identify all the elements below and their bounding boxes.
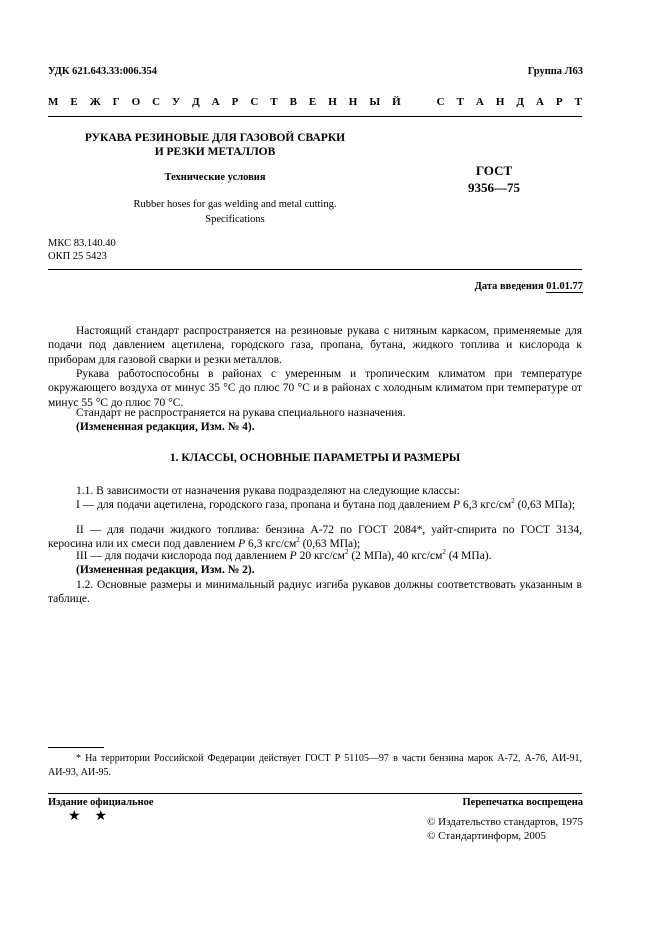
superscript: 2 — [344, 548, 349, 557]
class-3-pressure: 20 кгс/см — [296, 550, 345, 562]
superscript: 2 — [296, 536, 300, 545]
banner-letter: Е — [308, 96, 317, 108]
intro-paragraph-2: Рукава работоспособны в районах с умеренным и тропическим климатом при температуре окружающего воздуха от минус 35 °С до плюс 70 °С и в районах с холодным климатом при температуре от минус 55 °С до плюс 70 °С. — [48, 368, 582, 409]
date-value: 01.01.77 — [546, 281, 583, 292]
class-2 — [48, 523, 582, 552]
reprint-notice: Перепечатка воспрещена — [462, 797, 583, 808]
pressure-symbol: Р — [238, 538, 246, 551]
english-title — [60, 198, 410, 227]
banner-letter: Д — [516, 96, 524, 108]
gost-number — [468, 162, 520, 196]
introduction-date — [475, 281, 583, 292]
banner-letter: Т — [456, 96, 464, 108]
classification-codes — [48, 237, 116, 263]
document-title — [60, 131, 370, 159]
footnote-rule — [48, 747, 104, 748]
footnote: * На территории Российской Федерации действует ГОСТ Р 51105—97 в части бензина марок А-72, А-76, АИ-91, АИ-93, АИ-95. — [48, 753, 582, 778]
amendment-note-2: (Измененная редакция, Изм. № 2). — [76, 564, 255, 576]
intro-paragraph-1: Настоящий стандарт распространяется на резиновые рукава с нитяным каркасом, применяемые для подачи под давлением ацетилена, городского газа, пропана, бутана, жидкого топлива и кислорода к приборам для газовой сварки и резки металлов. — [48, 325, 582, 366]
class-1-text: I — для подачи ацетилена, городского газа, пропана и бутана под давлением — [76, 499, 454, 511]
superscript: 2 — [511, 497, 515, 506]
document-subtitle: Технические условия — [164, 172, 266, 183]
banner-letter: Й — [392, 96, 401, 108]
banner-letter: Д — [192, 96, 200, 108]
class-3-text: III — для подачи кислорода под давлением — [76, 550, 290, 562]
banner-letter: Г — [112, 96, 120, 108]
title-line-2: И РЕЗКИ МЕТАЛЛОВ — [154, 146, 276, 158]
banner-letter: Н — [328, 96, 337, 108]
pressure-symbol: Р — [453, 499, 461, 511]
banner-letter: Н — [495, 96, 505, 108]
date-label: Дата введения — [474, 281, 547, 292]
english-title-line-1: Rubber hoses for gas welding and metal cutting. — [133, 199, 337, 210]
class-2-mpa: (0,63 МПа); — [299, 538, 361, 551]
pressure-symbol: Р — [289, 550, 297, 562]
banner-letter: Е — [70, 96, 78, 108]
gost-label: ГОСТ — [475, 163, 513, 178]
udk-code: УДК 621.643.33:006.354 — [48, 66, 157, 77]
class-3-mpa-2: (4 МПа). — [445, 550, 492, 562]
banner-letter: Ы — [369, 96, 381, 108]
class-2-pressure: 6,3 кгс/см — [245, 538, 297, 551]
okp-code: ОКП 25 5423 — [48, 251, 107, 262]
copyright — [427, 815, 583, 843]
header-rule-2 — [48, 269, 582, 270]
banner-letter: М — [48, 96, 59, 108]
banner-letter: О — [131, 96, 141, 108]
group-code: Группа Л63 — [527, 66, 583, 77]
mks-code: МКС 83.140.40 — [48, 238, 116, 249]
class-2-text: II — для подачи жидкого топлива: бензина А-72 по ГОСТ 2084*, уайт-спирита по ГОСТ 3134, керосина или их смеси под давлением — [48, 524, 582, 551]
superscript: 2 — [442, 548, 446, 557]
copyright-line-1: © Издательство стандартов, 1975 — [427, 816, 583, 828]
copyright-line-2: © Стандартинформ, 2005 — [427, 830, 546, 842]
banner-letter: Р — [555, 96, 563, 108]
intro-paragraph-3: Стандарт не распространяется на рукава специального назначения. — [76, 407, 406, 419]
english-title-line-2: Specifications — [205, 213, 265, 225]
class-3 — [48, 549, 582, 563]
stars-icon: ★★ — [68, 809, 122, 824]
banner-letter: Т — [574, 96, 582, 108]
class-1 — [48, 498, 582, 512]
banner-letter: С — [250, 96, 259, 108]
banner-letter: Ж — [89, 96, 101, 108]
title-line-1: РУКАВА РЕЗИНОВЫЕ ДЛЯ ГАЗОВОЙ СВАРКИ — [84, 132, 346, 144]
class-1-pressure: 6,3 кгс/см — [460, 499, 512, 511]
clause-1-1: 1.1. В зависимости от назначения рукава подразделяют на следующие классы: — [76, 485, 460, 497]
banner-letter: С — [152, 96, 161, 108]
section-heading: 1. КЛАССЫ, ОСНОВНЫЕ ПАРАМЕТРЫ И РАЗМЕРЫ — [169, 452, 461, 464]
class-3-mpa: (2 МПа), 40 кгс/см — [348, 550, 443, 562]
banner-letter: У — [172, 96, 181, 108]
banner-letter: Т — [270, 96, 278, 108]
footer-rule — [48, 793, 582, 794]
header-rule — [48, 116, 582, 117]
amendment-note-4: (Измененная редакция, Изм. № 4). — [76, 421, 255, 433]
interstate-standard-banner — [48, 96, 582, 108]
clause-1-2: 1.2. Основные размеры и минимальный радиус изгиба рукавов должны соответствовать указанным в таблице. — [48, 579, 582, 606]
banner-letter: А — [535, 96, 544, 108]
banner-letter: А — [475, 96, 484, 108]
class-1-mpa: (0,63 МПа); — [514, 499, 576, 511]
banner-letter: С — [436, 96, 445, 108]
edition-label: Издание официальное — [48, 797, 154, 808]
gost-code: 9356—75 — [468, 180, 520, 195]
banner-letter: В — [289, 96, 297, 108]
banner-letter: Н — [348, 96, 358, 108]
banner-letter: Р — [231, 96, 239, 108]
banner-letter: А — [211, 96, 220, 108]
